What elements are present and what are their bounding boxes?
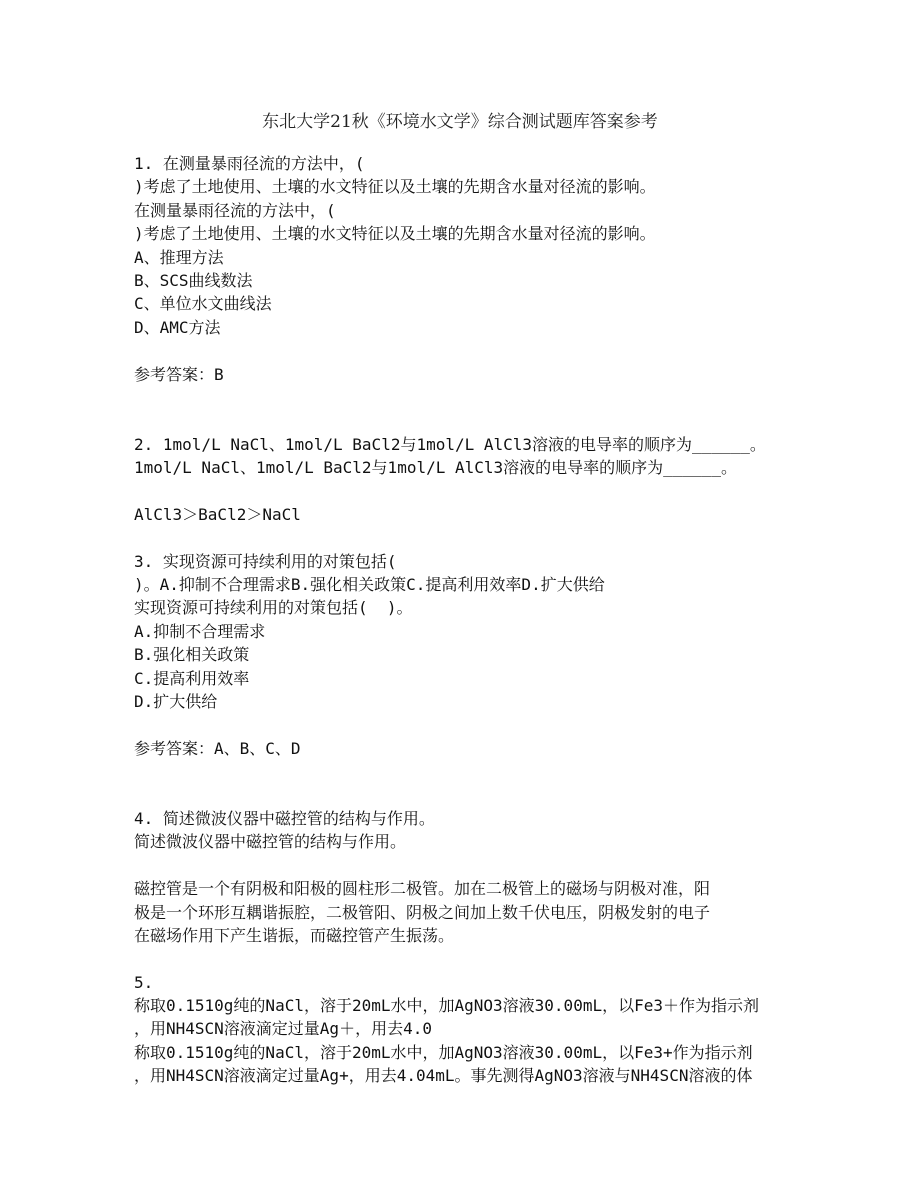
question-text-line: 称取0.1510g纯的NaCl，溶于20mL水中，加AgNO3溶液30.00mL，以Fe3＋作为指示剂 — [134, 996, 759, 1016]
option-b: B、SCS曲线数法 — [134, 270, 253, 290]
option-c: C.提高利用效率 — [134, 668, 250, 688]
question-text-line: 1. 在测量暴雨径流的方法中，( — [134, 154, 365, 173]
answer-text-line: 磁控管是一个有阴极和阳极的圆柱形二极管。加在二极管上的磁场与阴极对准，阳 — [134, 879, 711, 899]
question-2 — [134, 433, 794, 527]
question-text-line: 4. 简述微波仪器中磁控管的结构与作用。 — [134, 808, 435, 828]
question-text-line: )。A.抑制不合理需求B.强化相关政策C.提高利用效率D.扩大供给 — [134, 575, 605, 595]
answer-text-line: 极是一个环形互耦谐振腔，二极管阳、阴极之间加上数千伏电压，阴极发射的电子 — [134, 902, 711, 922]
answer-text-line: 在磁场作用下产生谐振，而磁控管产生振荡。 — [134, 925, 455, 945]
question-text-line: )考虑了土地使用、土壤的水文特征以及土壤的先期含水量对径流的影响。 — [134, 224, 656, 244]
spacer — [134, 479, 794, 502]
question-text-line: 在测量暴雨径流的方法中，( — [134, 200, 336, 220]
option-d: D、AMC方法 — [134, 317, 221, 337]
option-b: B.强化相关政策 — [134, 645, 250, 665]
document-title: 东北大学21秋《环境水文学》综合测试题库答案参考 — [262, 112, 658, 132]
question-text-line: 称取0.1510g纯的NaCl，溶于20mL水中，加AgNO3溶液30.00mL，以Fe3+作为指示剂 — [134, 1042, 753, 1062]
option-d: D.扩大供给 — [134, 692, 218, 711]
document-body — [134, 152, 794, 1088]
reference-answer: 参考答案：B — [134, 364, 224, 384]
question-text-line: ，用NH4SCN溶液滴定过量Ag+，用去4.04mL。事先测得AgNO3溶液与NH4SCN溶液的体 — [134, 1066, 753, 1086]
option-c: C、单位水文曲线法 — [134, 294, 272, 314]
question-5 — [134, 971, 794, 1088]
spacer — [134, 947, 794, 970]
question-text-line: 简述微波仪器中磁控管的结构与作用。 — [134, 832, 407, 852]
spacer — [134, 854, 794, 877]
question-4 — [134, 807, 794, 947]
reference-answer: 参考答案：A、B、C、D — [134, 738, 301, 758]
option-a: A.抑制不合理需求 — [134, 621, 266, 641]
option-a: A、推理方法 — [134, 247, 224, 267]
question-text-line: 实现资源可持续利用的对策包括( )。 — [134, 598, 413, 618]
question-text-line: 1mol/L NaCl、1mol/L BaCl2与1mol/L AlCl3溶液的电导率的顺序为______。 — [134, 458, 737, 478]
question-3 — [134, 550, 794, 761]
question-text-line: 2. 1mol/L NaCl、1mol/L BaCl2与1mol/L AlCl3溶液的电导率的顺序为______。 — [134, 434, 766, 454]
question-text-line: )考虑了土地使用、土壤的水文特征以及土壤的先期含水量对径流的影响。 — [134, 177, 656, 197]
spacer — [134, 713, 794, 736]
question-1 — [134, 152, 794, 386]
spacer — [134, 339, 794, 362]
spacer — [134, 386, 794, 433]
spacer — [134, 526, 794, 549]
reference-answer: AlCl3＞BaCl2＞NaCl — [134, 504, 301, 524]
spacer — [134, 760, 794, 807]
question-text-line: ，用NH4SCN溶液滴定过量Ag＋，用去4.0 — [134, 1019, 432, 1039]
question-text-line: 3. 实现资源可持续利用的对策包括( — [134, 551, 397, 571]
question-text-line: 5. — [134, 972, 154, 992]
